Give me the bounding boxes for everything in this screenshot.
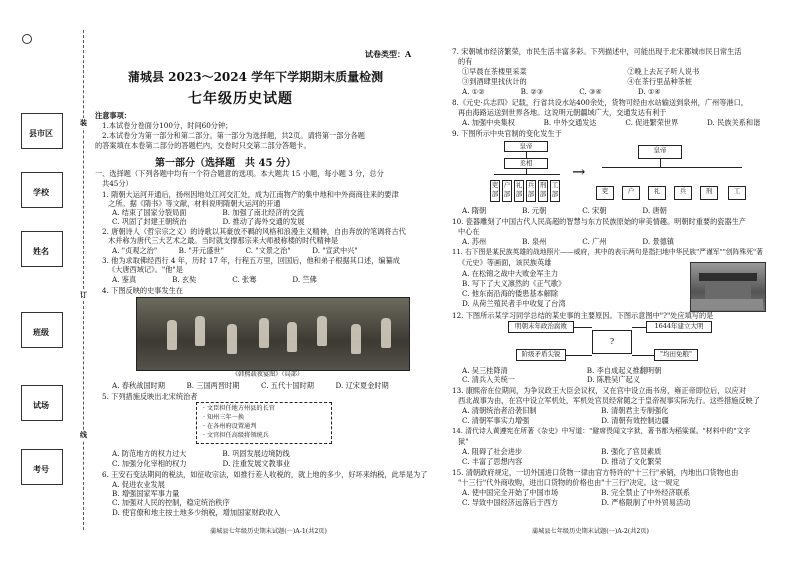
left-q-line: A. 结束了国家分裂局面 B. 加强了南北经济的交流 (112, 208, 305, 217)
photo-ground (691, 299, 763, 310)
field-room-box (21, 385, 63, 421)
notice-item-2: 2.本试卷分为第一部分和第二部分。第一部分为选择题，共2页。请将第一部分各题 (102, 131, 365, 140)
diagram-before-ministry: 兵部 (526, 180, 536, 202)
right-q-line: 11. 右下图是某民族英雄的战地照片——威府，其中的表示两句是指扫地中华民族"严谨军""创阵殊死"著 (452, 248, 763, 256)
painting-figure (195, 316, 205, 346)
right-q-line: 13. 康熙帝在位期间，为争议政王大臣会议权，又在宫中设立南书房，雍正帝即位后，以应对 (452, 386, 747, 395)
left-q-line: A. 促进农业发展 (112, 480, 165, 489)
right-q-line: C. 导致中国经济远落后于西方 D. 严格限制了中外贸易活动 (462, 498, 691, 507)
part1-title: 第一部分（选择题 共 45 分） (155, 158, 296, 169)
right-q-line: B. 写下了大义凛然的《正气歌》 (462, 279, 566, 288)
painting-caption: 《韩熙载夜宴图》（局部） (232, 371, 304, 378)
diagram-before-ministry: 工部 (550, 180, 560, 202)
field-room-label: 试场 (33, 400, 49, 410)
right-q-line: A. 在松锦之战中大败金军主力 (462, 269, 559, 278)
left-q-line: 4. 下图反映的史事发生在 (102, 286, 184, 295)
right-q-line: 西北战事为由，在宫中设立军机处，军机处官员经常随之于皇帝视事实际先行。这些措施反映了 (458, 396, 760, 405)
note-item: · 文官担任高级将领统兵 (203, 432, 269, 439)
left-q-line: 《大唐西域记》。"他"是 (108, 265, 183, 274)
right-q-line: "十三行"代外商收购，进出口货物的价格也由"十三行"决定。这一规定 (458, 478, 680, 487)
painting-figure (287, 322, 297, 352)
note-item: · 文臣担任地方州县的长官 (203, 405, 275, 412)
hero-memorial-photo (690, 262, 766, 312)
left-q-line: 2. 唐朝诗人（哲宗宗之义）的诗歌以其豪放不羁的风格和浪漫主义精神，自由奔放的笔调将古代 (102, 227, 406, 236)
painting-figure (167, 320, 177, 350)
diagram-before-ministry: 户部 (502, 180, 512, 202)
cut-mark-3: 线 (80, 430, 87, 439)
notice-title: 注意事项： (95, 111, 131, 120)
diagram-after-ministry: 户 (622, 186, 640, 200)
right-q-line: A. ①② B. ②③ C. ③④ D. ①④ (462, 87, 661, 96)
field-name-label: 姓名 (33, 246, 49, 256)
flow-connector (632, 355, 654, 356)
field-name-box (21, 231, 63, 267)
flow-connector (632, 327, 646, 328)
right-q-line: 7. 宋朝城市经济繁荣，市民生活丰富多彩。下列描述中，可能出现于北宋都城市民日常生活 (452, 47, 742, 56)
right-q-line: 中心在 (458, 227, 480, 236)
left-q-line: A. 春秋战国时期 B. 三国两晋时期 C. 五代十国时期 D. 辽宋夏金时期 (112, 381, 389, 390)
subject-title: 七年级历史试题 (188, 91, 293, 107)
right-q-line: A. 隋朝 B. 元朝 C. 宋朝 D. 唐朝 (462, 206, 667, 215)
song-measures-box (196, 402, 332, 444)
right-q-line: 10. 瓷器雕刻了中国古代人民高超的智慧与东方民族原始的审美情趣。明朝时重要的瓷器生产 (452, 217, 747, 226)
flow-right-top: 1644年建立大明 (646, 321, 712, 333)
right-q-line: 《元史》等画面，该民族英雄 (458, 258, 552, 267)
left-q-line: C. 加强对人民的控制，稳定统治秩序 (112, 498, 230, 507)
diagram-before-ministry: 吏部 (490, 180, 500, 202)
diagram-connector (602, 167, 742, 168)
photo-roof (699, 273, 757, 281)
binding-line (83, 30, 84, 530)
right-q-line: C. 清朝军事实力增强 D. 清朝有效控制边疆 (462, 416, 669, 425)
flow-center-unknown: ? (592, 330, 632, 354)
footer-left: 蒲城县七年级历史期末试题(一)A-1(共2页) (210, 528, 327, 535)
left-q-line: B. 增强国家军事力量 (112, 489, 180, 498)
diagram-after-emperor: 皇帝 (638, 145, 682, 159)
sidebar-dot-top (22, 34, 32, 44)
field-class-box (21, 312, 63, 348)
right-q-line: ①早晨在茶楼里采菜 ②晚上去瓦子听人说书 (462, 67, 700, 76)
note-item: · 在各州府设置通判 (203, 423, 257, 430)
field-school-label: 学校 (33, 187, 49, 197)
right-q-line: 8.《元史·兵志四》记载，行省共设水站400余处，货物可经由水站输送到泉州，广州等港口， (452, 98, 748, 107)
diagram-after-ministry: 吏 (596, 186, 614, 200)
painting-figure (381, 318, 391, 348)
flow-right-bottom: "均田免粮" (654, 349, 698, 361)
right-q-line: 狱" (458, 437, 469, 446)
diagram-after-ministry: 兵 (674, 186, 692, 200)
diagram-after-ministry: 礼 (648, 186, 666, 200)
right-q-line: 15. 清朝政府规定，一切外国进口货物一律由官方特许的"十三行"承销，内地出口货物也由 (452, 468, 739, 477)
left-q-line: D. 使官僚和地主按土地多少纳税，增加国家财政收入 (112, 508, 281, 517)
left-q-line: 之所。据《隋书》等文献，材料说明隋朝大运河的开通 (108, 199, 281, 208)
right-q-line: 的有 (458, 57, 473, 66)
sidebar (0, 0, 90, 561)
diagram-connector (660, 159, 661, 167)
right-q-line: 9. 下图所示中央官制的变化发生于 (452, 129, 562, 138)
flow-connector (566, 355, 592, 356)
night-banquet-painting (136, 297, 410, 371)
right-q-line: ③到酒肆里找伙计的 ④在茶行里品种茶桩 (462, 77, 693, 86)
diagram-after-ministry: 工 (728, 186, 746, 200)
painting-figure (317, 316, 327, 346)
painting-figure (227, 324, 237, 354)
left-q-line: C. 巩固了封建王朝统治 D. 推动了海外交通的发展 (112, 217, 305, 226)
painting-figure (259, 318, 269, 348)
right-q-line: D. 从荷兰殖民者手中收复了台湾 (462, 299, 566, 308)
right-q-line: A. 阻碍了社会进步 B. 强化了官员素质 (462, 447, 662, 456)
flow-left-top: 明朝末年政治腐败 (508, 321, 574, 333)
right-q-line: A. 清朝统治者沿袭旧制 B. 清朝君主专制强化 (462, 406, 669, 415)
notice-item-1: 1.本试卷分卷面分100分，时间60分钟； (102, 121, 233, 130)
field-exam-no-label: 考号 (33, 464, 49, 474)
exam-title: 蒲城县 2023～2024 学年下学期期末质量检测 (128, 70, 384, 84)
part1-intro-2: 共45分） (102, 179, 133, 188)
right-q-line: A. 使中国完全开始了中国市场 B. 完全禁止了中外经济联系 (462, 488, 691, 497)
part1-intro-1: 一、选择题（下列各题中均有一个符合题意的选项。本大题共 15 小题，每小题 3 分，总分 (95, 169, 384, 178)
notice-item-3: 的答案填在本卷第二部分的答题栏内，交卷时只交第二部分答题卡。 (95, 141, 311, 150)
field-county-box (21, 113, 63, 149)
right-q-line: 12. 下图所示某学习同学总结的某史事的主要原因。下图示意图中"?"处应填写的是 (452, 311, 714, 320)
right-q-line: A. 苏州 B. 泉州 C. 广州 D. 景德镇 (462, 237, 675, 246)
diagram-after-ministry: 刑 (700, 186, 718, 200)
right-q-line: C. 丰富了思想内容 D. 推动了文化繁荣 (462, 457, 662, 466)
left-q-line: 1. 隋朝大运河开通后，扬州因地处江河交汇处，成为江南物产的集中地和中外商商往来的要津 (102, 190, 399, 199)
right-q-line: C. 他东南沿海的倭患基本解除 (462, 289, 559, 298)
field-school-box (21, 172, 63, 208)
photo-hall (705, 281, 751, 299)
footer-right: 蒲城县七年级历史期末试题(一)A-2(共2页) (532, 528, 649, 535)
flow-left-bottom: 阶级矛盾尖锐 (516, 349, 566, 361)
right-q-line: A. 吴三桂降清 B. 李自成起义推翻明朝 (462, 366, 662, 375)
diagram-arrow: → (572, 162, 586, 181)
left-q-line: 5. 下列措施反映出北宋统治者 (102, 392, 198, 401)
note-item: · 知州三年一换 (203, 414, 245, 421)
diagram-before-emperor: 皇帝 (504, 141, 548, 152)
diagram-connector (494, 174, 560, 175)
left-q-line: A. "贞观之治" B. "开元盛世" C. "文景之治" D. "宣武中兴" (112, 246, 358, 255)
right-q-line: 14. 清代诗人黄遵宪在所著《杂史》中写道："避席畏闻文字狱，著书都为稻粱谋。"材料中的"文字 (452, 427, 751, 435)
right-q-line: C. 清兵入关统一 D. 陈胜吴广起义 (462, 375, 641, 384)
right-q-line: A. 加强中央集权 B. 中外交通发达 C. 促进繁荣世界 D. 民族关系和谐 (462, 118, 761, 127)
left-q-line: A. 鉴真 B. 玄奘 C. 张骞 D. 竺佛 (112, 275, 317, 284)
left-q-line: 6. 王安石变法期间的税法，如征收宗法，如推行差人收税的，就上地的多少，好坏来纳税，此举是为了 (102, 470, 428, 479)
diagram-before-ministry: 刑部 (538, 180, 548, 202)
field-exam-no-box (21, 449, 63, 485)
left-q-line: 3. 他为求取佛经西行 4 年，历时 17 年，行程五万里，回国后，他和弟子根据其口述，编纂成 (102, 256, 400, 265)
cut-mark-2: 订 (80, 290, 87, 299)
right-q-line: 再由海路运送到世界各地。这说明元朝疆域广大，交通发达有利于 (458, 108, 667, 117)
diagram-before-ministry: 礼部 (514, 180, 524, 202)
left-q-line: 木并称为唐代三大艺术之最。当时就支撑那宗来大师被称楼的时代精神是 (108, 236, 339, 245)
left-q-line: A. 防范地方的权力过大 B. 巩固发展边境防线 (112, 449, 290, 458)
left-q-line: C. 加强分化宰相的权力 D. 注重发展文教事业 (112, 459, 291, 468)
flow-connector (574, 327, 592, 328)
field-class-label: 班级 (33, 327, 49, 337)
cut-mark-1: 装 (80, 118, 87, 127)
paper-type: 试卷类型：A (365, 49, 412, 59)
field-county-label: 县市区 (29, 128, 53, 138)
painting-figure (351, 324, 361, 354)
diagram-before-chancellor: 丞相 (504, 158, 548, 169)
